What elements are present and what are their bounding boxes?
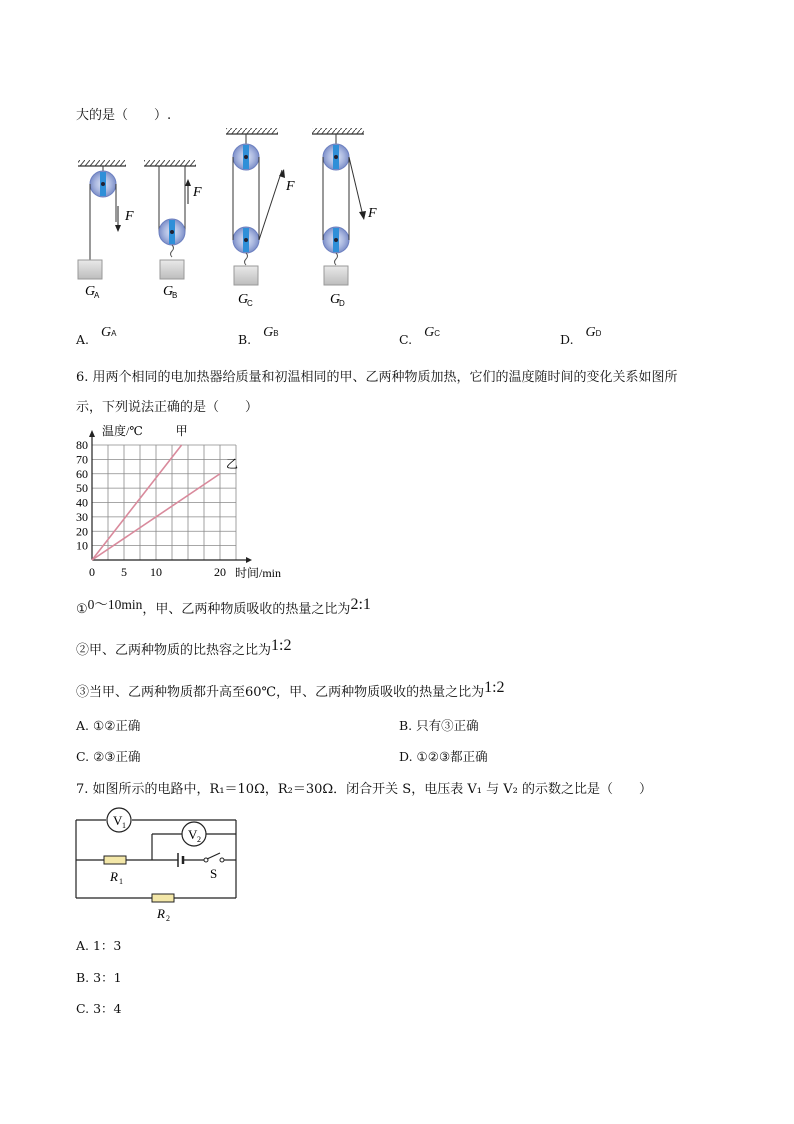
y-tick-label: 50: [76, 481, 88, 496]
q5-intro: 大的是（ ）.: [76, 108, 172, 123]
svg-text:1: 1: [122, 821, 126, 830]
q5-option-a[interactable]: A. GA: [76, 325, 117, 347]
force-label-A: F: [125, 209, 134, 224]
q5-option-d[interactable]: D. GD: [560, 325, 602, 347]
y-tick-label: 70: [76, 452, 88, 467]
svg-text:A: A: [94, 291, 100, 300]
q6-stem-line2: 示，下列说法正确的是（ ）: [76, 400, 259, 415]
force-label-C: F: [286, 179, 295, 194]
force-label-B: F: [193, 185, 202, 200]
force-label-D: F: [368, 206, 377, 221]
y-tick-label: 10: [76, 538, 88, 553]
q5-option-c[interactable]: C. GC: [399, 325, 440, 347]
q6-option-d[interactable]: D. ①②③都正确: [399, 749, 488, 764]
x-tick-label: 20: [214, 565, 226, 579]
q7-option-c[interactable]: C. 3：4: [76, 1001, 122, 1016]
q6-statement-3: ③当甲、乙两种物质都升高至60℃，甲、乙两种物质吸收的热量之比为1:2: [76, 679, 505, 700]
pulley-A: [78, 160, 134, 300]
x-tick-label: 0: [89, 565, 95, 579]
circuit-diagram: [70, 804, 250, 926]
y-tick-label: 30: [76, 509, 88, 524]
switch-s: [207, 853, 220, 859]
svg-text:S: S: [210, 866, 218, 881]
svg-text:G: G: [330, 292, 341, 307]
chart-grid: [92, 445, 239, 560]
q6-stem-line1: 6. 用两个相同的电加热器给质量和初温相同的甲、乙两种物质加热，它们的温度随时间的变化关系如图所: [76, 370, 678, 385]
svg-text:G: G: [238, 292, 249, 307]
svg-text:B: B: [172, 291, 178, 300]
pulley-B: [144, 160, 202, 300]
resistor-r1: [104, 856, 126, 864]
svg-text:2: 2: [197, 835, 201, 844]
q5-option-b[interactable]: B. GB: [238, 325, 279, 347]
x-axis-arrow: [246, 557, 252, 563]
pulley-D: [312, 128, 377, 308]
y-tick-label: 40: [76, 495, 88, 510]
svg-text:G: G: [85, 284, 96, 299]
pulley-figure: [60, 124, 400, 314]
y-tick-label: 20: [76, 524, 88, 539]
temperature-time-chart: [66, 420, 306, 582]
q6-statement-1: ①0～10min，甲、乙两种物质吸收的热量之比为2:1: [76, 596, 371, 617]
svg-text:D: D: [339, 299, 345, 308]
q6-option-b[interactable]: B. 只有③正确: [399, 718, 479, 733]
chart-lines: [92, 424, 238, 560]
q7-option-a[interactable]: A. 1：3: [76, 938, 122, 953]
y-axis-label: 温度/℃: [102, 424, 143, 438]
x-axis-label: 时间/min: [235, 566, 282, 580]
y-tick-label: 80: [76, 438, 88, 452]
svg-text:V: V: [188, 827, 198, 842]
svg-text:2: 2: [166, 914, 170, 923]
svg-text:1: 1: [119, 877, 123, 886]
y-tick-label: 60: [76, 466, 88, 481]
x-tick-label: 10: [150, 565, 162, 579]
q7-stem: 7. 如图所示的电路中，R₁＝10Ω，R₂＝30Ω．闭合开关 S，电压表 V₁ 与 V₂ 的示数之比是（ ）: [76, 782, 652, 797]
series-label: 甲: [175, 424, 188, 438]
svg-text:G: G: [163, 284, 174, 299]
pulley-C: [226, 128, 295, 308]
svg-text:R: R: [110, 869, 118, 884]
svg-text:R: R: [157, 906, 165, 921]
q6-statement-2: ②甲、乙两种物质的比热容之比为1:2: [76, 637, 292, 658]
q6-option-c[interactable]: C. ②③正确: [76, 749, 141, 764]
x-tick-label: 5: [121, 565, 127, 579]
q7-option-b[interactable]: B. 3：1: [76, 970, 122, 985]
q6-option-a[interactable]: A. ①②正确: [76, 718, 141, 733]
svg-text:V: V: [113, 813, 123, 828]
resistor-r2: [152, 894, 174, 902]
svg-text:C: C: [247, 299, 253, 308]
chart-axes: [89, 430, 252, 563]
y-axis-arrow: [89, 430, 95, 437]
series-label: 乙: [226, 456, 239, 471]
